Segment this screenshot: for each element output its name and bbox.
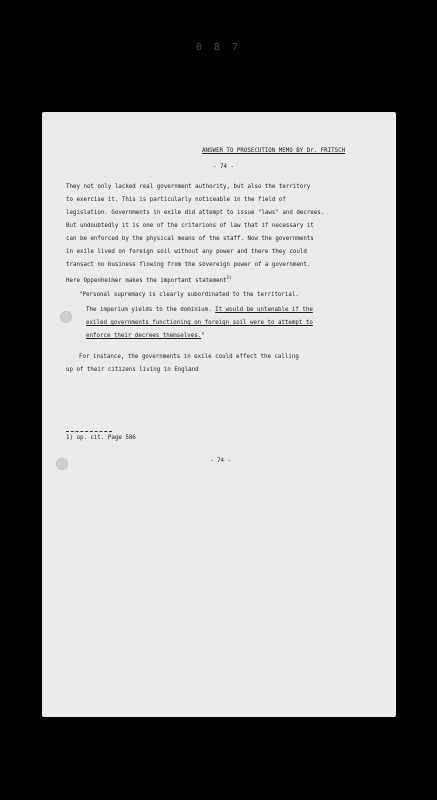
body-line: can be enforced by the physical means of the staff. Now the governments bbox=[66, 236, 314, 242]
quote-close: " bbox=[201, 333, 205, 339]
footnote-marker: 1) bbox=[226, 276, 232, 281]
document-page bbox=[42, 112, 396, 717]
body-line-text: Here Oppenheimer makes the important statement bbox=[66, 278, 227, 284]
quote-line: "Personal supremacy is clearly subordinated to the territorial. bbox=[79, 292, 299, 298]
body-line bbox=[66, 273, 232, 287]
body-line: in exile lived on foreign soil without any power and there they could bbox=[66, 249, 307, 255]
frame-number: 0 8 7 bbox=[195, 42, 242, 53]
quote-line: exiled governments functioning on foreign soil were to attempt to bbox=[86, 320, 313, 326]
punch-hole-bottom bbox=[56, 458, 68, 470]
body-line: up of their citizens living in England bbox=[66, 367, 199, 373]
quote-text: The imperium yields to the dominium. bbox=[86, 307, 212, 313]
footnote-rule bbox=[66, 431, 112, 432]
quote-line bbox=[86, 305, 313, 316]
quote-line bbox=[86, 331, 205, 342]
document-header: ANSWER TO PROSECUTION MEMO BY Dr. FRITSCH bbox=[202, 148, 346, 154]
page-number-top: - 74 - bbox=[213, 164, 234, 170]
quote-text-underlined: It would be untenable if the bbox=[215, 307, 313, 313]
body-line: But undoubtedly it is one of the criterions of law that if necessary it bbox=[66, 223, 314, 229]
body-line: For instance, the governments in exile could effect the calling bbox=[79, 354, 299, 360]
body-line: They not only lacked real government authority, but also the territory bbox=[66, 184, 311, 190]
quote-text-underlined: enforce their decrees themselves. bbox=[86, 333, 202, 339]
body-line: to exercise it. This is particularly noticeable in the field of bbox=[66, 197, 286, 203]
punch-hole-top bbox=[60, 311, 72, 323]
body-line: transact no business flowing from the sovereign power of a government. bbox=[66, 262, 311, 268]
page-number-bottom: - 74 - bbox=[210, 458, 231, 464]
body-line: legislation. Governments in exile did attempt to issue "laws" and decrees. bbox=[66, 210, 325, 216]
footnote: 1) op. cit. Page 586 bbox=[66, 435, 136, 441]
